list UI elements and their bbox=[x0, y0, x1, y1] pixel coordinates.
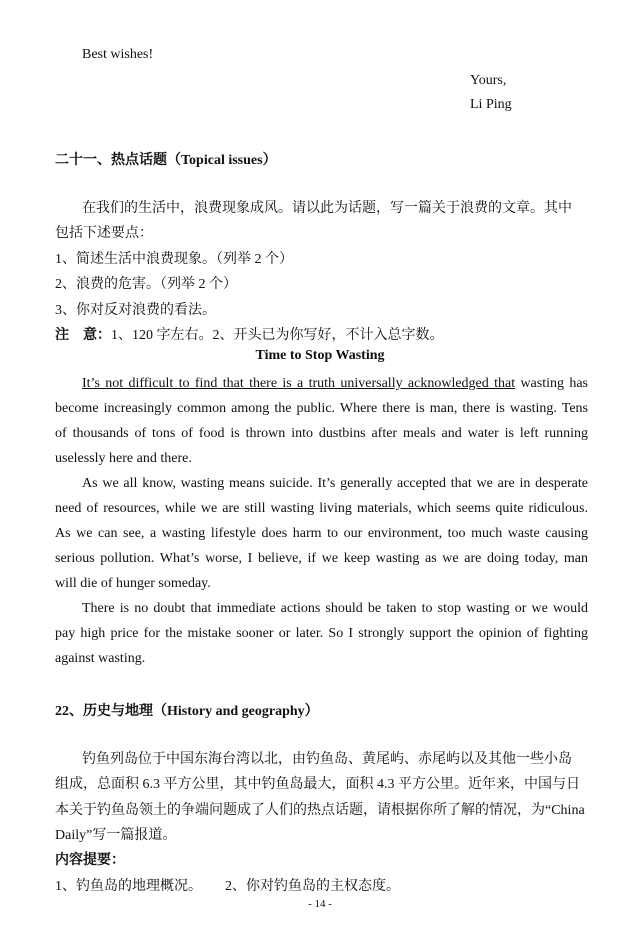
essay-p2-line-5: will die of hunger someday. bbox=[55, 576, 211, 591]
essay-title: Time to Stop Wasting bbox=[255, 348, 385, 363]
section-22-line-4: Daily”写一篇报道。 bbox=[55, 828, 177, 843]
essay-p1-line-2: become increasingly common among the public. Where there is man, there is wasting. Tens bbox=[55, 401, 588, 416]
content-tip-2: 2、你对钓鱼岛的主权态度。 bbox=[225, 879, 400, 894]
page-number: - 14 - bbox=[308, 898, 332, 910]
requirement-3: 3、你对反对浪费的看法。 bbox=[55, 303, 216, 318]
prompt-line-1: 在我们的生活中，浪费现象成风。请以此为话题，写一篇关于浪费的文章。其中 bbox=[82, 201, 572, 216]
essay-p1-line-3: of thousands of tons of food is thrown into dustbins after meals and water is left running bbox=[55, 426, 588, 441]
prompt-line-2: 包括下述要点： bbox=[55, 226, 153, 241]
essay-given-opening: It’s not difficult to find that there is a truth universally acknowledged that bbox=[82, 376, 516, 391]
essay-p2-line-4: serious pollution. What’s worse, I believe, if we keep wasting as we are doing today, man bbox=[55, 551, 588, 566]
letter-closing: Best wishes! bbox=[82, 47, 154, 62]
essay-p1-rest: wasting has bbox=[515, 376, 588, 391]
section-22-line-1: 钓鱼列岛位于中国东海台湾以北，由钓鱼岛、黄尾屿、赤尾屿以及其他一些小岛 bbox=[82, 752, 572, 767]
essay-p2-line-3: As we can see, a wasting lifestyle does harm to our environment, too much waste causing bbox=[55, 526, 588, 541]
essay-p3-line-3: against wasting. bbox=[55, 651, 146, 666]
letter-signoff: Yours, bbox=[470, 73, 507, 88]
essay-p2-line-1: As we all know, wasting means suicide. It’s generally accepted that we are in desperate bbox=[82, 476, 588, 491]
content-tip-1: 1、钓鱼岛的地理概况。 bbox=[55, 879, 202, 894]
section-22-line-2: 组成，总面积 6.3 平方公里，其中钓鱼岛最大，面积 4.3 平方公里。近年来，中国与日 bbox=[55, 777, 580, 792]
requirement-2: 2、浪费的危害。（列举 2 个） bbox=[55, 277, 237, 292]
essay-p1-line-1 bbox=[82, 374, 588, 394]
content-tips-label: 内容提要： bbox=[55, 853, 125, 868]
note-line bbox=[55, 324, 444, 344]
essay-p3-line-2: pay high price for the mistake sooner or later. So I strongly support the opinion of fighting bbox=[55, 626, 588, 641]
essay-p3-line-1: There is no doubt that immediate actions should be taken to stop wasting or we would bbox=[82, 601, 588, 616]
section-21-heading: 二十一、热点话题（Topical issues） bbox=[55, 153, 277, 168]
section-22-line-3: 本关于钓鱼岛领土的争端问题成了人们的热点话题，请根据你所了解的情况，为“China bbox=[55, 803, 585, 818]
letter-signature: Li Ping bbox=[470, 97, 512, 112]
essay-p1-line-4: uselessly here and there. bbox=[55, 451, 192, 466]
note-label: 注 意： bbox=[55, 328, 111, 343]
essay-p2-line-2: need of resources, while we are still wasting living materials, which seems quite ridiculous. bbox=[55, 501, 588, 516]
section-22-heading: 22、历史与地理（History and geography） bbox=[55, 704, 319, 719]
requirement-1: 1、简述生活中浪费现象。（列举 2 个） bbox=[55, 252, 293, 267]
note-text: 1、120 字左右。2、开头已为你写好，不计入总字数。 bbox=[111, 328, 444, 343]
